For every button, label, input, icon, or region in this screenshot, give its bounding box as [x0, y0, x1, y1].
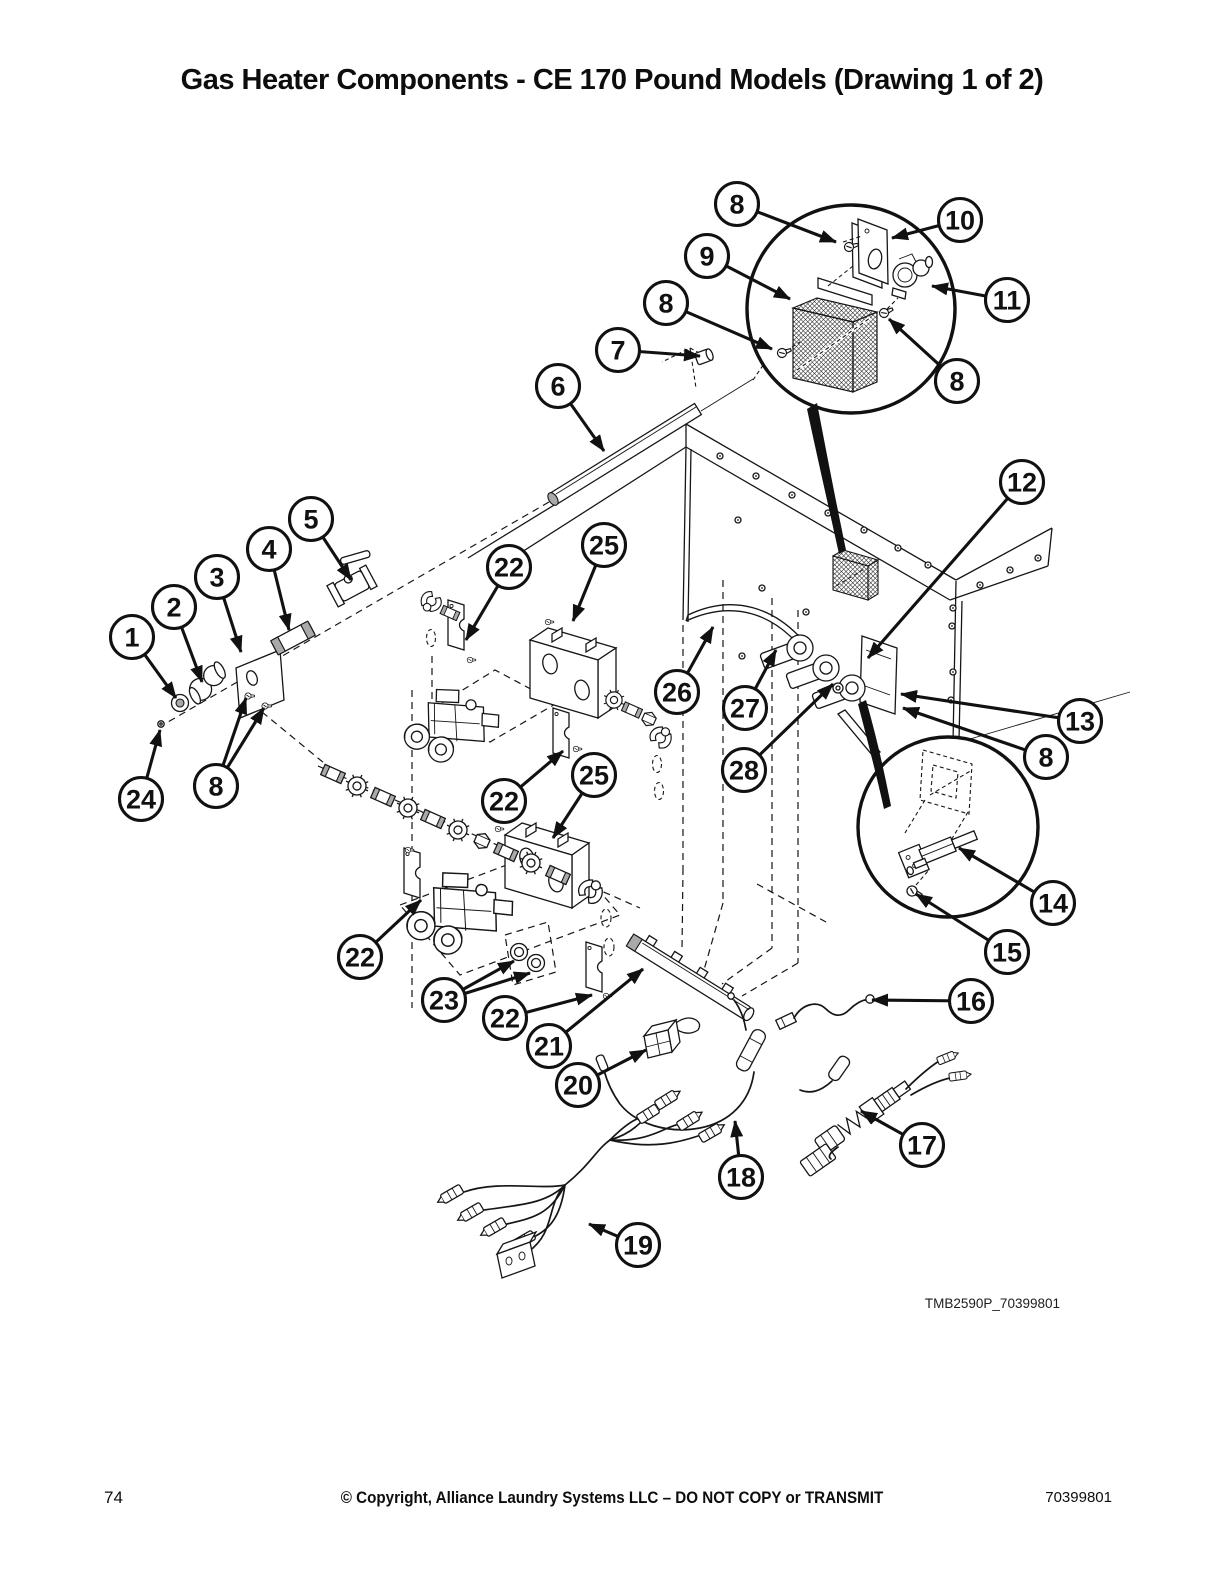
svg-text:27: 27 [729, 693, 761, 724]
svg-text:22: 22 [344, 942, 376, 973]
svg-text:6: 6 [550, 371, 566, 402]
copyright-text: © Copyright, Alliance Laundry Systems LLC – DO NOT COPY or TRANSMIT [340, 1489, 884, 1507]
washer-24 [158, 721, 164, 727]
burner-box-installed [833, 550, 878, 600]
svg-text:18: 18 [725, 1162, 757, 1193]
svg-text:25: 25 [578, 760, 610, 791]
svg-text:5: 5 [303, 504, 319, 535]
svg-text:14: 14 [1037, 888, 1069, 919]
svg-text:8: 8 [949, 366, 965, 397]
callout-badge-7 [597, 329, 640, 372]
callout-badge-8 [195, 765, 238, 808]
bracket-22-d [586, 942, 602, 992]
callout-badge-5 [290, 498, 333, 541]
callout-badge-16 [950, 980, 993, 1023]
callout-badge-18 [720, 1156, 763, 1199]
callout-badge-14 [1032, 882, 1075, 925]
igniter-sensor-17 [800, 1049, 972, 1176]
igniter-cable-18 [595, 993, 851, 1130]
harness-connector [497, 1232, 536, 1278]
svg-text:11: 11 [992, 285, 1022, 316]
callout-badge-12 [1001, 461, 1044, 504]
callout-badge-1 [111, 616, 154, 659]
callout-badge-8 [936, 360, 979, 403]
callout-badge-26 [656, 671, 699, 714]
callout-badge-23 [423, 979, 466, 1022]
svg-text:22: 22 [488, 786, 520, 817]
svg-text:17: 17 [906, 1130, 938, 1161]
burner-tube-assembly [760, 635, 897, 756]
callout-badge-4 [248, 528, 291, 571]
page-number: 74 [104, 1488, 123, 1507]
svg-text:28: 28 [728, 755, 760, 786]
svg-text:8: 8 [658, 288, 674, 319]
callout-badge-11 [986, 279, 1029, 322]
grommets-23 [511, 944, 545, 972]
ignition-connector-20 [644, 1018, 700, 1058]
callout-badge-10 [939, 199, 982, 242]
svg-text:10: 10 [944, 205, 976, 236]
pipe-nipple-4 [271, 621, 316, 655]
svg-text:13: 13 [1064, 706, 1096, 737]
callout-badge-22 [339, 936, 382, 979]
drawing-code-label: TMB2590P_70399801 [924, 1296, 1060, 1311]
callout-badge-9 [686, 235, 729, 278]
callout-badge-8 [716, 183, 759, 226]
svg-text:23: 23 [428, 985, 460, 1016]
svg-text:24: 24 [125, 784, 157, 815]
swoosh-top-detail [807, 403, 846, 554]
callout-badge-27 [724, 687, 767, 730]
svg-text:22: 22 [489, 1003, 521, 1034]
svg-text:16: 16 [955, 986, 987, 1017]
document-number: 70399801 [1045, 1489, 1112, 1506]
svg-text:3: 3 [209, 562, 225, 593]
ground-wire-16 [776, 995, 874, 1030]
svg-text:9: 9 [699, 241, 715, 272]
svg-text:20: 20 [562, 1070, 594, 1101]
callout-badge-6 [537, 365, 580, 408]
callout-badge-17 [901, 1124, 944, 1167]
callout-badge-13 [1059, 700, 1102, 743]
svg-text:4: 4 [261, 534, 277, 565]
bracket-22-a [448, 600, 464, 650]
gas-supply-pipe [546, 348, 753, 507]
ball-valve-5 [318, 544, 385, 606]
callout-badge-22 [488, 546, 531, 589]
svg-text:26: 26 [661, 677, 693, 708]
svg-text:22: 22 [493, 552, 525, 583]
svg-text:8: 8 [1038, 742, 1054, 773]
callout-badge-15 [986, 931, 1029, 974]
manifold-box-lower [495, 823, 589, 908]
callout-badge-20 [557, 1064, 600, 1107]
callout-badge-3 [196, 556, 239, 599]
callout-badge-19 [617, 1224, 660, 1267]
svg-text:2: 2 [166, 592, 182, 623]
svg-text:12: 12 [1006, 467, 1038, 498]
leader-line-12 [868, 482, 1022, 658]
callout-badge-8 [1025, 736, 1068, 779]
callout-badge-22 [484, 997, 527, 1040]
callout-badge-28 [723, 749, 766, 792]
callout-badge-2 [153, 586, 196, 629]
svg-text:25: 25 [588, 530, 620, 561]
igniter-mount-detail [858, 737, 1038, 917]
wiring-harness-19 [435, 1087, 727, 1278]
svg-text:15: 15 [991, 937, 1023, 968]
callout-badge-25 [573, 754, 616, 797]
callout-badge-21 [528, 1025, 571, 1068]
elbow-fitting-2 [182, 660, 233, 705]
svg-text:19: 19 [622, 1230, 654, 1261]
svg-text:21: 21 [533, 1031, 565, 1062]
callout-badge-8 [645, 282, 688, 325]
detail-swoosh-connectors [807, 403, 891, 809]
gas-inlet-train [158, 544, 386, 727]
svg-text:7: 7 [610, 335, 626, 366]
callout-badge-25 [583, 524, 626, 567]
svg-text:8: 8 [729, 189, 745, 220]
callout-badge-24 [120, 778, 163, 821]
page-footer [0, 1486, 1224, 1526]
callout-badge-22 [483, 780, 526, 823]
bracket-22-c [404, 848, 420, 898]
svg-text:1: 1 [124, 622, 140, 653]
bracket-22-b [553, 708, 569, 758]
manifold-box-upper [530, 619, 616, 718]
svg-text:8: 8 [208, 771, 224, 802]
page-title: Gas Heater Components - CE 170 Pound Models (Drawing 1 of 2) [180, 64, 1044, 96]
